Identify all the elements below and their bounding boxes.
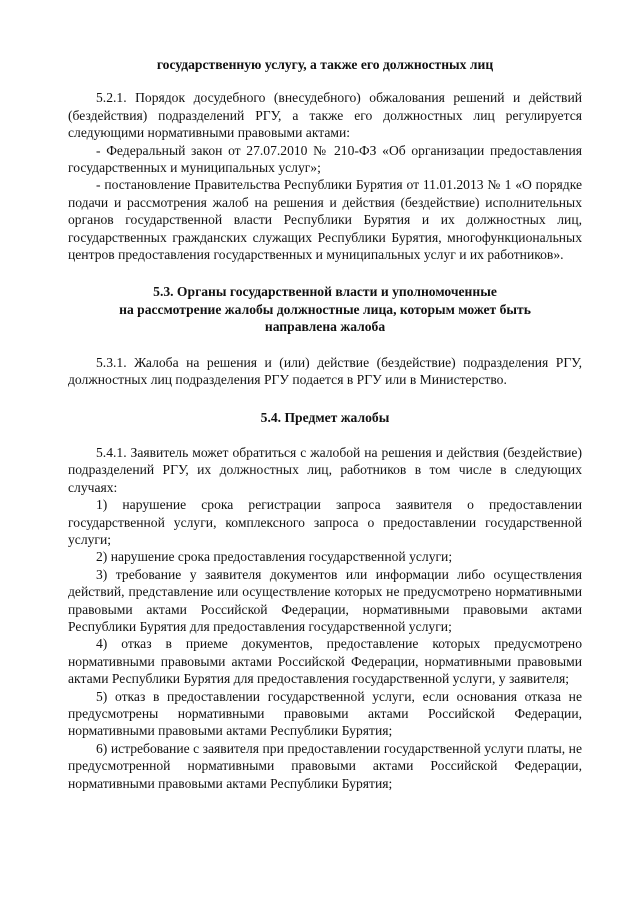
heading-5-3-line-3: направлена жалоба <box>264 319 386 335</box>
section-heading-5-4: 5.4. Предмет жалобы <box>260 409 390 425</box>
paragraph-5-2-1: 5.2.1. Порядок досудебного (внесудебного) обжалования решений и действий (бездействия) подразделений РГУ, а также его должностных лиц регулируется следующими нормативными правовыми актами: <box>68 90 582 141</box>
list-item-2: 2) нарушение срока предоставления государственной услуги; <box>96 549 453 565</box>
heading-5-3-line-1: 5.3. Органы государственной власти и уполномоченные <box>153 284 497 300</box>
list-item-1: 1) нарушение срока регистрации запроса заявителя о предоставлении государственной услуги, комплексного запроса о предоставлении государственной услуги; <box>68 497 582 547</box>
list-item-3: 3) требование у заявителя документов или информации либо осуществления действий, представление или осуществление которых не предусмотрено нормативными правовыми актами Российской Федерации, нормативными правовыми актами Республики Бурятия для предоставления государственной услуги; <box>68 566 582 634</box>
document-page <box>68 56 582 792</box>
list-item-5: 5) отказ в предоставлении государственной услуги, если основания отказа не предусмотрены нормативными правовыми актами Российской Федерации, нормативными правовыми актами Республики Бурятия; <box>68 688 582 739</box>
heading-5-3-line-2: на рассмотрение жалобы должностные лица, которым может быть <box>119 301 531 317</box>
list-item-4: 4) отказ в приеме документов, предоставление которых предусмотрено нормативными правовыми актами Российской Федерации, нормативными правовыми актами Республики Бурятия для предоставления государственной услуги, у заявителя; <box>68 636 582 687</box>
section-heading-top: государственную услугу, а также его должностных лиц <box>156 57 494 72</box>
paragraph-government-decree: - постановление Правительства Республики Бурятия от 11.01.2013 № 1 «О порядке подачи и рассмотрения жалоб на решения и действия (бездействие) исполнительных органов государственной власти Республики Бурятия и их должностных лиц, государственных гражданских служащих Республики Бурятия, многофункциональных центров предоставления государственных и муниципальных услуг и их работников». <box>68 177 582 263</box>
paragraph-5-4-1: 5.4.1. Заявитель может обратиться с жалобой на решения и действия (бездействие) подразделений РГУ, их должностных лиц, работников в том числе в следующих случаях: <box>68 444 582 495</box>
paragraph-5-3-1: 5.3.1. Жалоба на решения и (или) действие (бездействие) подразделения РГУ, должностных лиц подразделения РГУ подается в РГУ или в Министерство. <box>68 354 582 388</box>
section-heading-5-3 <box>68 283 582 335</box>
paragraph-federal-law: - Федеральный закон от 27.07.2010 № 210-ФЗ «Об организации предоставления государственных и муниципальных услуг»; <box>68 142 582 176</box>
list-item-6: 6) истребование с заявителя при предоставлении государственной услуги платы, не предусмотренной нормативными правовыми актами Российской Федерации, нормативными правовыми актами Республики Бурятия; <box>68 740 582 791</box>
